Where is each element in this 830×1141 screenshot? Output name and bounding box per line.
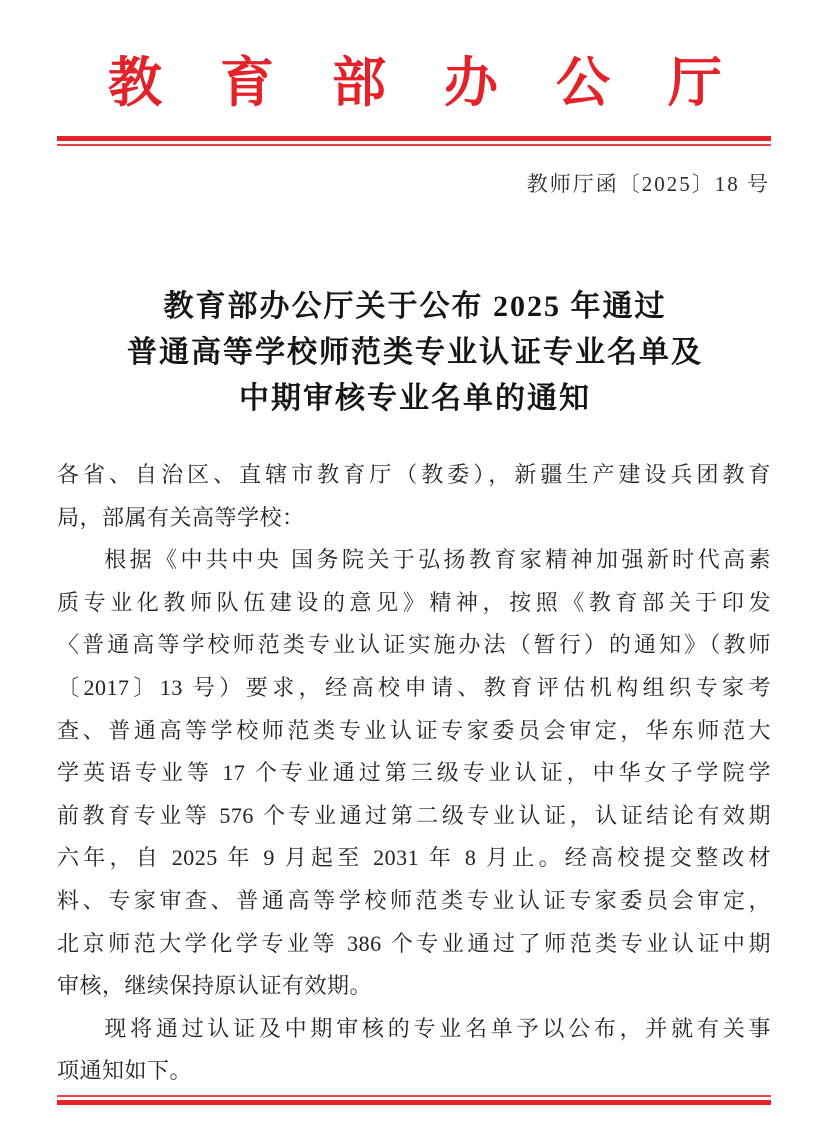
document-title [0, 284, 830, 422]
document-number: 教师厅函〔2025〕18 号 [526, 172, 770, 196]
footer-rule-thick [57, 1100, 771, 1105]
body-line: 〈普通高等学校师范类专业认证实施办法（暂行）的通知》（教师 [57, 632, 771, 658]
header-rule-thin [57, 144, 771, 146]
body-line: 各省、自治区、直辖市教育厅（教委），新疆生产建设兵团教育 [57, 462, 771, 487]
header-rule-thick [57, 136, 771, 141]
body-line: 六年，自 2025 年 9 月起至 2031 年 8 月止。经高校提交整改材 [57, 845, 771, 871]
body-line: 现将通过认证及中期审核的专业名单予以公布，并就有关事 [104, 1015, 771, 1041]
footer-rule-thin [57, 1095, 771, 1097]
body-line: 北京师范大学化学专业等 386 个专业通过了师范类专业认证中期 [57, 930, 771, 956]
footer-rule [57, 1095, 771, 1105]
body-line: 审核，继续保持原认证有效期。 [57, 973, 373, 999]
document-body [57, 454, 771, 1093]
title-line-2: 普通高等学校师范类专业认证专业名单及 [127, 336, 703, 369]
body-line: 料、专家审查、普通高等学校师范类专业认证专家委员会审定， [57, 887, 771, 913]
header-rule [57, 136, 771, 146]
body-line: 学英语专业等 17 个专业通过第三级专业认证，中华女子学院学 [57, 760, 771, 786]
body-line: 局，部属有关高等学校： [57, 504, 305, 530]
body-line: 查、普通高等学校师范类专业认证专家委员会审定，华东师范大 [57, 717, 771, 743]
body-line: 前教育专业等 576 个专业通过第二级专业认证，认证结论有效期 [57, 802, 771, 828]
agency-header: 教育部办公厅 [108, 53, 780, 113]
title-line-3: 中期审核专业名单的通知 [239, 382, 591, 415]
body-line: 项通知如下。 [57, 1058, 193, 1084]
body-line: 〔2017〕13 号）要求，经高校申请、教育评估机构组织专家考 [57, 674, 771, 700]
body-line: 根据《中共中央 国务院关于弘扬教育家精神加强新时代高素 [104, 547, 771, 573]
body-line: 质专业化教师队伍建设的意见》精神，按照《教育部关于印发 [57, 589, 771, 615]
title-line-1: 教育部办公厅关于公布 2025 年通过 [163, 290, 667, 323]
